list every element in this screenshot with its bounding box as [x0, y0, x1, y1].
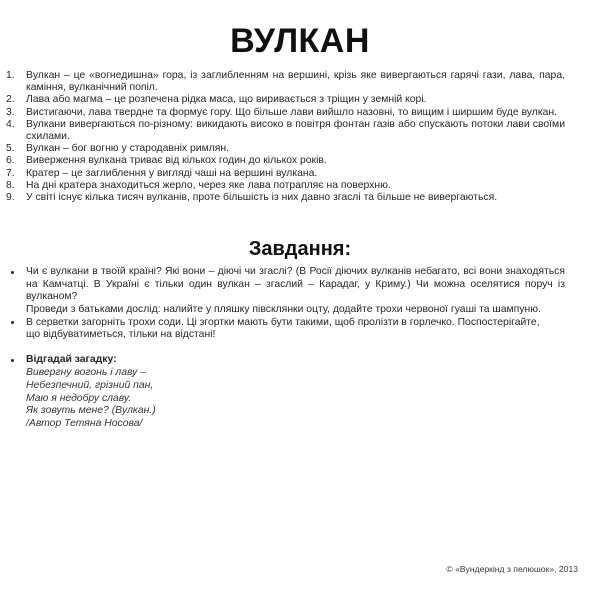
riddle-author: /Автор Тетяна Носова/ [26, 418, 143, 430]
riddle-line: Вивергну вогонь і лаву – [26, 366, 146, 378]
list-item-number: 8. [6, 179, 15, 191]
list-item-number: 4. [6, 118, 15, 130]
task-item-1-text: Чи є вулкани в твоїй країні? Які вони – діючі чи згаслі? (В Росії діючих вулканів небагато, всі вони знаходяться на Камчатці. В Україні є тільки один вулкан – згаслий – Карадаг, у Криму.) Чи можна оселятися поруч із вулканом? [26, 266, 565, 303]
list-item-text: Вистигаючи, лава твердне та формує гору. Що більше лави вийшло назовні, то вищим і ширшим буде вулкан. [26, 106, 558, 118]
list-item [6, 70, 565, 94]
riddle-line: Небезпечний, грізний пан, [26, 379, 154, 391]
list-item [6, 143, 565, 155]
riddle-line: Маю я недобру славу. [26, 392, 132, 404]
task-item-2-text-continued: що відбуватиметься, тільки на відстані! [26, 329, 216, 341]
riddle-text [26, 367, 565, 431]
bullet-icon [11, 359, 14, 362]
list-item-text: Лава або магма – це розпечена рідка маса, що виривається з тріщин у земній корі. [26, 94, 427, 106]
list-item-text: Виверження вулкана триває від кількох годин до кількох років. [26, 155, 327, 167]
list-item-text: На дні кратера знаходиться жерло, через яке лава потрапляє на поверхню. [26, 179, 391, 191]
tasks-list [0, 266, 600, 431]
list-item [6, 119, 565, 143]
list-item [6, 155, 565, 167]
list-item [6, 192, 565, 204]
riddle-heading: Відгадай загадку: [26, 354, 117, 366]
page-title: ВУЛКАН [230, 22, 370, 60]
list-item-text: Кратер – це заглиблення у вигляді чаші на вершині вулкана. [26, 167, 318, 179]
riddle-line: Як зовуть мене? (Вулкан.) [26, 405, 156, 417]
facts-list [0, 70, 600, 204]
list-item-text: Вулкан – бог вогню у стародавніх римлян. [26, 143, 230, 155]
list-item-number: 2. [6, 94, 15, 106]
list-item-text: У світі існує кілька тисяч вулканів, проте більшість із них давно згаслі та більше не вивергаються. [26, 192, 498, 204]
list-item-number: 5. [6, 143, 15, 155]
copyright-footer: © «Вундеркінд з пелюшок», 2013 [446, 564, 578, 574]
bullet-icon [11, 271, 14, 274]
task-item-1-extra: Проведи з батьками дослід: налийте у пляшку півсклянки оцту, додайте трохи червоної гуаші та шампуню. [26, 304, 541, 316]
list-item-text: Вулкани вивергаються по-різному: викидають високо в повітря фонтан газів або спускають потоки лави своїми схилами. [26, 118, 565, 143]
bullet-icon [11, 321, 14, 324]
task-item-1 [6, 266, 565, 316]
list-item-number: 6. [6, 155, 15, 167]
task-item-2-text: В серветки загорніть трохи соди. Ці згортки мають бути такими, щоб пролізти в горлечко. Поспостерігайте, [26, 316, 540, 328]
list-item-number: 3. [6, 106, 15, 118]
list-item [6, 94, 565, 106]
list-item [6, 180, 565, 192]
list-item [6, 107, 565, 119]
task-item-2 [6, 317, 565, 342]
list-item-number: 9. [6, 192, 15, 204]
task-item-riddle [6, 354, 565, 431]
list-item-number: 7. [6, 167, 15, 179]
list-item-text: Вулкан – це «вогнедишна» гора, із заглибленням на вершині, крізь яке вивергаються гарячі гази, лава, пара, каміння, вулканічний попіл. [26, 70, 565, 94]
list-item-number: 1. [6, 70, 15, 81]
list-item [6, 168, 565, 180]
tasks-heading: Завдання: [248, 238, 352, 261]
